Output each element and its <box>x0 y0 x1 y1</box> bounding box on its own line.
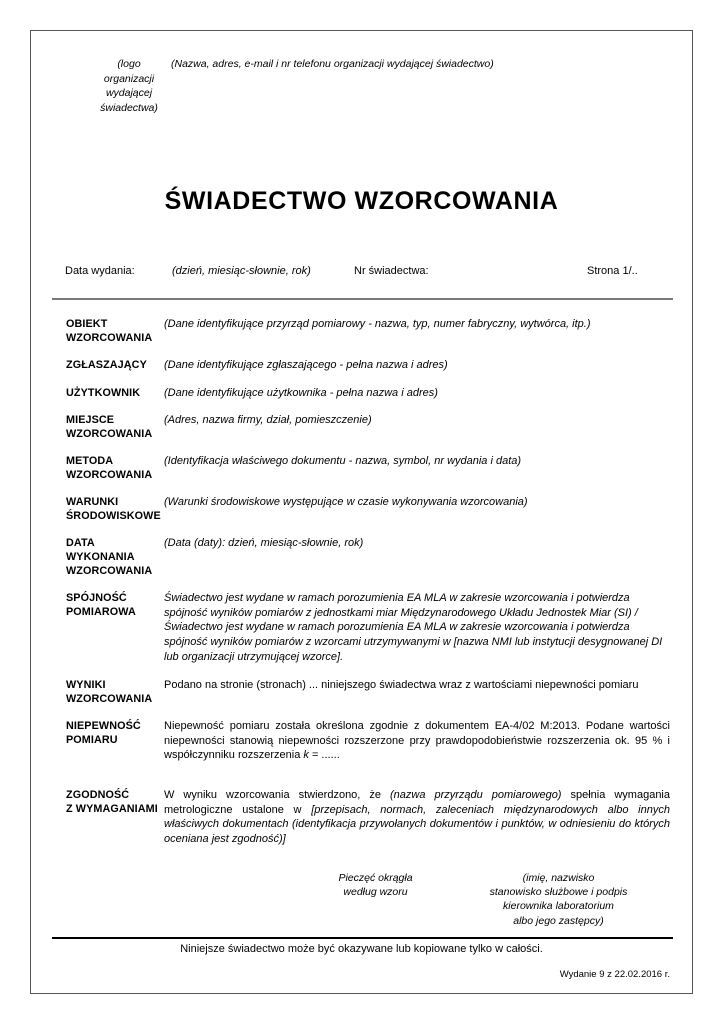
certificate-meta-row <box>31 265 692 285</box>
logo-placeholder-text <box>75 57 183 115</box>
logo-placeholder-line: organizacji <box>103 72 155 85</box>
field-label: ZGŁASZAJĄCY <box>66 359 147 371</box>
issue-revision-label: Wydanie 9 z 22.02.2016 r. <box>559 969 670 980</box>
page-number-label: Strona 1/.. <box>587 265 638 277</box>
page-title: ŚWIADECTWO WZORCOWANIA <box>164 187 559 215</box>
field-label: NIEPEWNOŚĆ POMIARU <box>66 720 141 747</box>
field-content-segment: [przepisach, normach, zaleceniach międzynarodowych albo innych właściwych dokumentach (identyfikacja przywołanych dokumentów i punktów, w odniesieniu do których oceniana jest zgodność)] <box>164 803 670 845</box>
field-content: (Warunki środowiskowe występujące w czasie wykonywania wzorcowania) <box>164 496 528 509</box>
field-content: (Data (daty): dzień, miesiąc-słownie, rok) <box>164 537 364 550</box>
issue-date-value: (dzień, miesiąc-słownie, rok) <box>172 265 311 277</box>
logo-placeholder-line: świadectwa) <box>100 101 158 114</box>
certificate-field-row <box>31 386 692 401</box>
stamp-placeholder <box>303 871 448 899</box>
stamp-line: według wzoru <box>343 886 408 899</box>
signer-line: (imię, nazwisko <box>522 872 595 884</box>
field-content-segment: Niepewność pomiaru została określona zgodnie z dokumentem EA-4/02 M:2013. Podane wartości niepewności stanowią niepewności rozszerzone przy prawdopodobieństwie rozszerzenia ok. 95 % i współczynniku rozszerzenia <box>164 720 670 762</box>
certificate-field-row <box>31 719 692 763</box>
stamp-line: Pieczęć okrągła <box>338 872 413 884</box>
footer-divider <box>52 937 673 939</box>
certificate-field-row <box>31 536 692 578</box>
certificate-fields <box>31 317 692 859</box>
field-content-segment: (nazwa przyrządu pomiarowego) <box>390 788 562 801</box>
field-label: ZGODNOŚĆ Z WYMAGANIAMI <box>66 788 158 815</box>
logo-placeholder-line: wydającej <box>105 87 153 99</box>
certificate-field-row <box>31 788 692 846</box>
field-label: OBIEKT WZORCOWANIA <box>66 318 153 344</box>
field-label: WYNIKI WZORCOWANIA <box>66 679 153 706</box>
field-content-segment: = ...... <box>308 749 340 762</box>
field-content-segment: k <box>303 749 309 762</box>
signer-line: kierownika laboratorium <box>503 900 614 913</box>
certificate-field-row <box>31 495 692 523</box>
field-content <box>164 719 692 763</box>
certificate-field-row <box>31 358 692 373</box>
field-content-segment: spełnia wymagania metrologiczne ustalone w <box>164 788 670 816</box>
field-content: (Adres, nazwa firmy, dział, pomieszczenie) <box>164 414 372 427</box>
logo-placeholder-line: (logo <box>117 58 141 70</box>
header-divider <box>52 298 673 300</box>
field-content: (Dane identyfikujące przyrząd pomiarowy - nazwa, typ, numer fabryczny, wytwórca, itp.) <box>164 318 591 330</box>
field-label: WARUNKI ŚRODOWISKOWE <box>66 496 161 523</box>
certificate-field-row <box>31 591 692 664</box>
field-label: SPÓJNOŚĆ POMIAROWA <box>66 592 136 619</box>
organization-info-line: (Nazwa, adres, e-mail i nr telefonu organizacji wydającej świadectwo) <box>171 58 494 70</box>
certificate-field-row <box>31 413 692 441</box>
field-content-segment: W wyniku wzorcowania stwierdzono, że <box>164 788 390 801</box>
field-label: METODA WZORCOWANIA <box>66 455 153 482</box>
certificate-number-label: Nr świadectwa: <box>354 265 429 277</box>
document-header <box>31 57 692 147</box>
signer-placeholder <box>451 871 666 928</box>
field-content: Świadectwo jest wydane w ramach porozumienia EA MLA w zakresie wzorcowania i potwierdza spójność wyników pomiarów z jednostkami miar Międzynarodowego Układu Jednostek Miar (SI) / Świadectwo jest wydane w ramach porozumienia EA MLA w zakresie wzorcowania i potwierdza spójność wyników pomiarów z wzorcami utrzymywanymi w [nazwa NMI lub instytucji desygnowanej DI lub organizacji utrzymującej wzorce]. <box>164 592 663 663</box>
field-content: (Dane identyfikujące użytkownika - pełna nazwa i adres) <box>164 386 438 399</box>
field-content: Podano na stronie (stronach) ... niniejszego świadectwa wraz z wartościami niepewności pomiaru <box>164 679 639 692</box>
certificate-field-row <box>31 678 692 706</box>
certificate-field-row <box>31 317 692 345</box>
field-content: (Identyfikacja właściwego dokumentu - nazwa, symbol, nr wydania i data) <box>164 455 522 468</box>
field-content: (Dane identyfikujące zgłaszającego - pełna nazwa i adres) <box>164 359 448 371</box>
field-label: DATA WYKONANIA WZORCOWANIA <box>66 537 153 578</box>
field-label: MIEJSCE WZORCOWANIA <box>66 414 153 441</box>
issue-date-label: Data wydania: <box>65 265 135 277</box>
footer-note: Niniejsze świadectwo może być okazywane lub kopiowane tylko w całości. <box>180 943 543 955</box>
certificate-field-row <box>31 454 692 482</box>
field-content <box>164 788 692 846</box>
certificate-page <box>30 30 693 994</box>
signer-line: albo jego zastępcy) <box>513 914 604 927</box>
signer-line: stanowisko służbowe i podpis <box>489 886 628 899</box>
field-label: UŻYTKOWNIK <box>66 386 141 399</box>
